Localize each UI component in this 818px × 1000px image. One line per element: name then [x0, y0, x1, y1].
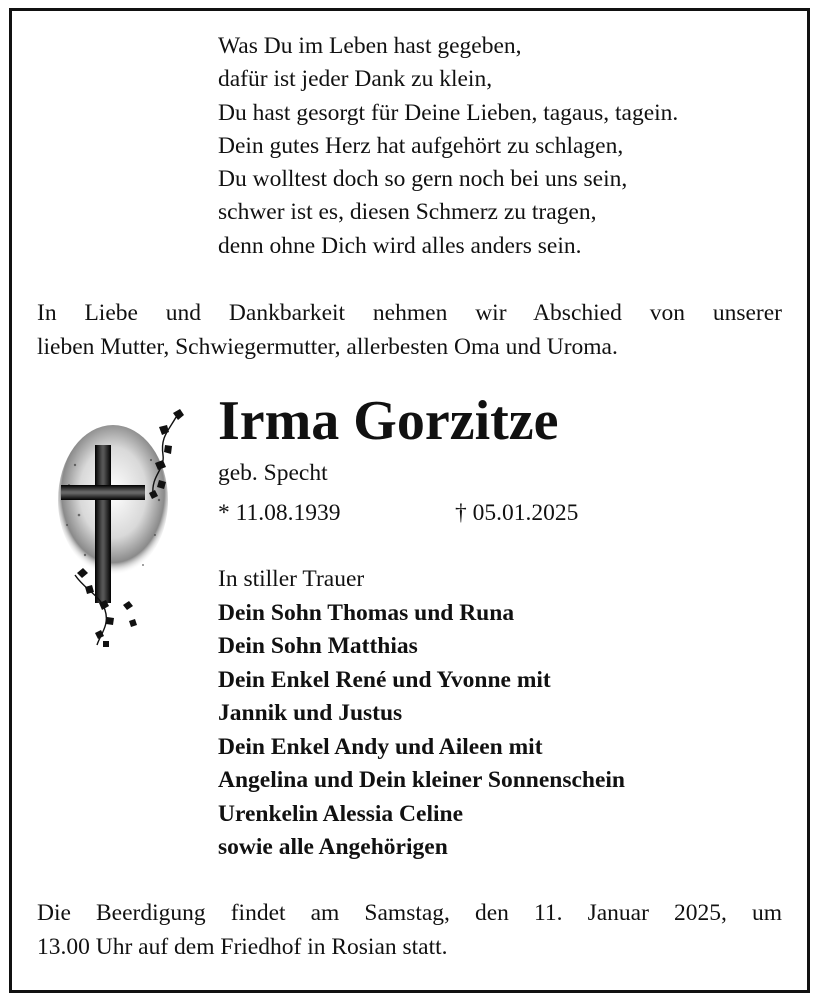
farewell-text [37, 296, 782, 364]
deceased-name: Irma Gorzitze [218, 390, 559, 452]
mourners-block [218, 563, 798, 865]
death-date: † 05.01.2025 [455, 500, 579, 526]
mourner-line: Dein Enkel Andy und Aileen mit [218, 733, 543, 760]
poem-line: Du wolltest doch so gern noch bei uns sein, [218, 166, 628, 193]
mourner-line: sowie alle Angehörigen [218, 834, 448, 860]
poem-line: dafür ist jeder Dank zu klein, [218, 66, 493, 93]
farewell-line: In Liebe und Dankbarkeit nehmen wir Abschied von unserer [37, 300, 782, 326]
poem-line: schwer ist es, diesen Schmerz zu tragen, [218, 199, 597, 226]
mourner-line: Dein Sohn Thomas und Runa [218, 599, 515, 626]
funeral-line: Die Beerdigung findet am Samstag, den 11. Januar 2025, um [37, 900, 782, 926]
mourning-heading: In stiller Trauer [218, 566, 365, 592]
mourner-line: Dein Enkel René und Yvonne mit [218, 666, 551, 693]
farewell-line: lieben Mutter, Schwiegermutter, allerbesten Oma und Uroma. [37, 334, 618, 360]
mourner-line: Angelina und Dein kleiner Sonnenschein [218, 767, 626, 793]
poem [218, 30, 808, 263]
birth-name: geb. Specht [218, 460, 328, 486]
mourner-line: Dein Sohn Matthias [218, 633, 418, 659]
poem-line: Du hast gesorgt für Deine Lieben, tagaus, tagein. [218, 99, 679, 126]
funeral-info [37, 896, 782, 964]
birth-date: * 11.08.1939 [218, 500, 341, 526]
cross-with-ivy-icon [55, 405, 190, 650]
poem-line: Was Du im Leben hast gegeben, [218, 33, 522, 59]
poem-line: Dein gutes Herz hat aufgehört zu schlagen, [218, 132, 624, 159]
mourner-line: Jannik und Justus [218, 700, 403, 726]
poem-line: denn ohne Dich wird alles anders sein. [218, 232, 582, 259]
funeral-line: 13.00 Uhr auf dem Friedhof in Rosian statt. [37, 934, 448, 960]
mourner-line: Urenkelin Alessia Celine [218, 800, 464, 827]
